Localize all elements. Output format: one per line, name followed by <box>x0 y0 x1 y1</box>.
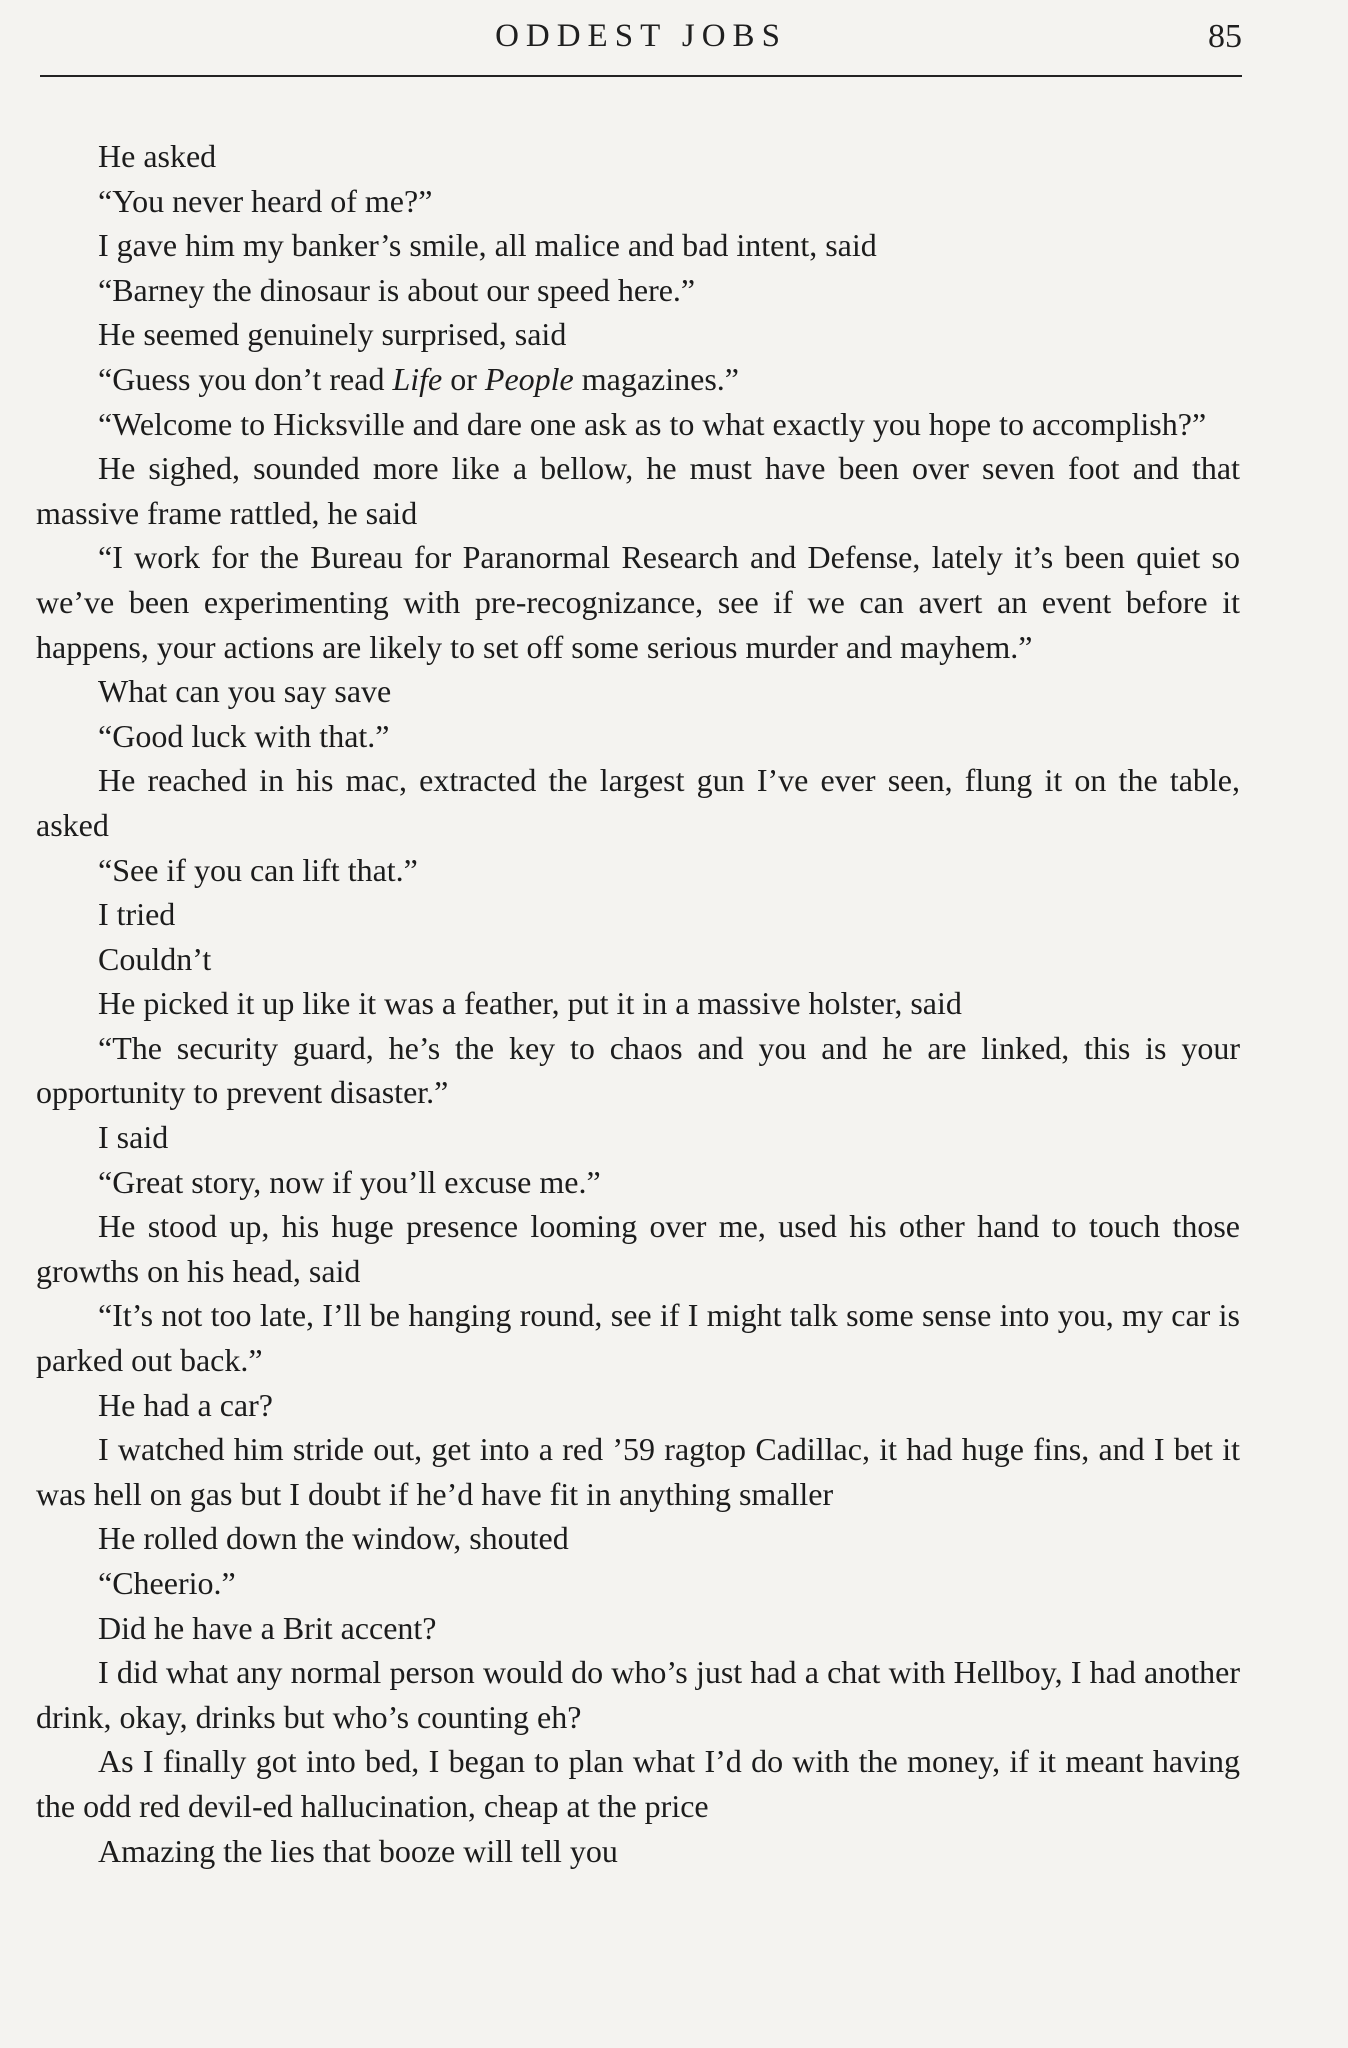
paragraph: “Cheerio.” <box>98 1565 236 1601</box>
paragraph: “The security guard, he’s the key to chaos and you and he are linked, this is your opportunity to prevent disaster.” <box>36 1029 1240 1111</box>
paragraph: Amazing the lies that booze will tell you <box>98 1832 618 1869</box>
paragraph <box>36 357 1240 402</box>
paragraph: “You never heard of me?” <box>98 182 433 219</box>
text-run: “Guess you don’t read <box>98 360 393 397</box>
page-number: 85 <box>1208 18 1242 55</box>
paragraph: What can you say save <box>98 673 392 710</box>
paragraph: “Welcome to Hicksville and dare one ask as to what exactly you hope to accomplish?” <box>98 405 1207 442</box>
body-text <box>36 134 1240 1873</box>
paragraph: “Good luck with that.” <box>98 717 390 754</box>
paragraph: “I work for the Bureau for Paranormal Research and Defense, lately it’s been quiet so we’ve been experimenting with pre-recognizance, see if we can avert an event before it happens, your actions are likely to set off some serious murder and mayhem.” <box>36 539 1240 665</box>
paragraph: Couldn’t <box>98 940 212 977</box>
paragraph: “It’s not too late, I’ll be hanging round, see if I might talk some sense into you, my car is parked out back.” <box>36 1297 1240 1379</box>
paragraph: He rolled down the window, shouted <box>98 1520 569 1557</box>
paragraph: He stood up, his huge presence looming over me, used his other hand to touch those growths on his head, said <box>36 1208 1240 1289</box>
paragraph: I watched him stride out, get into a red ’59 ragtop Cadillac, it had huge fins, and I bet it was hell on gas but I doubt if he’d have fit in anything smaller <box>36 1431 1240 1512</box>
paragraph: He seemed genuinely surprised, said <box>98 316 567 353</box>
paragraph: I said <box>98 1119 169 1156</box>
paragraph: Did he have a Brit accent? <box>98 1609 437 1646</box>
magazine-title-people: People <box>484 360 574 397</box>
paragraph: He asked <box>98 138 217 174</box>
paragraph: He reached in his mac, extracted the largest gun I’ve ever seen, flung it on the table, asked <box>36 762 1240 843</box>
paragraph: “See if you can lift that.” <box>98 851 418 888</box>
magazine-title-life: Life <box>392 360 443 397</box>
paragraph: He sighed, sounded more like a bellow, he must have been over seven foot and that massive frame rattled, he said <box>36 450 1240 531</box>
header-rule <box>40 75 1242 77</box>
paragraph: “Barney the dinosaur is about our speed here.” <box>98 271 696 308</box>
paragraph: He had a car? <box>98 1386 273 1423</box>
running-title: ODDEST JOBS <box>495 18 787 54</box>
running-head <box>40 18 1242 76</box>
text-run: or <box>442 360 485 397</box>
paragraph: He picked it up like it was a feather, put it in a massive holster, said <box>98 985 962 1022</box>
paragraph: As I finally got into bed, I began to plan what I’d do with the money, if it meant having the odd red devil-ed hallucination, cheap at the price <box>36 1743 1240 1824</box>
paragraph: I tried <box>98 896 176 933</box>
paragraph: I did what any normal person would do who’s just had a chat with Hellboy, I had another drink, okay, drinks but who’s counting eh? <box>36 1654 1240 1735</box>
paragraph: I gave him my banker’s smile, all malice and bad intent, said <box>98 227 877 264</box>
paragraph: “Great story, now if you’ll excuse me.” <box>98 1163 601 1200</box>
text-run: magazines.” <box>573 360 739 397</box>
